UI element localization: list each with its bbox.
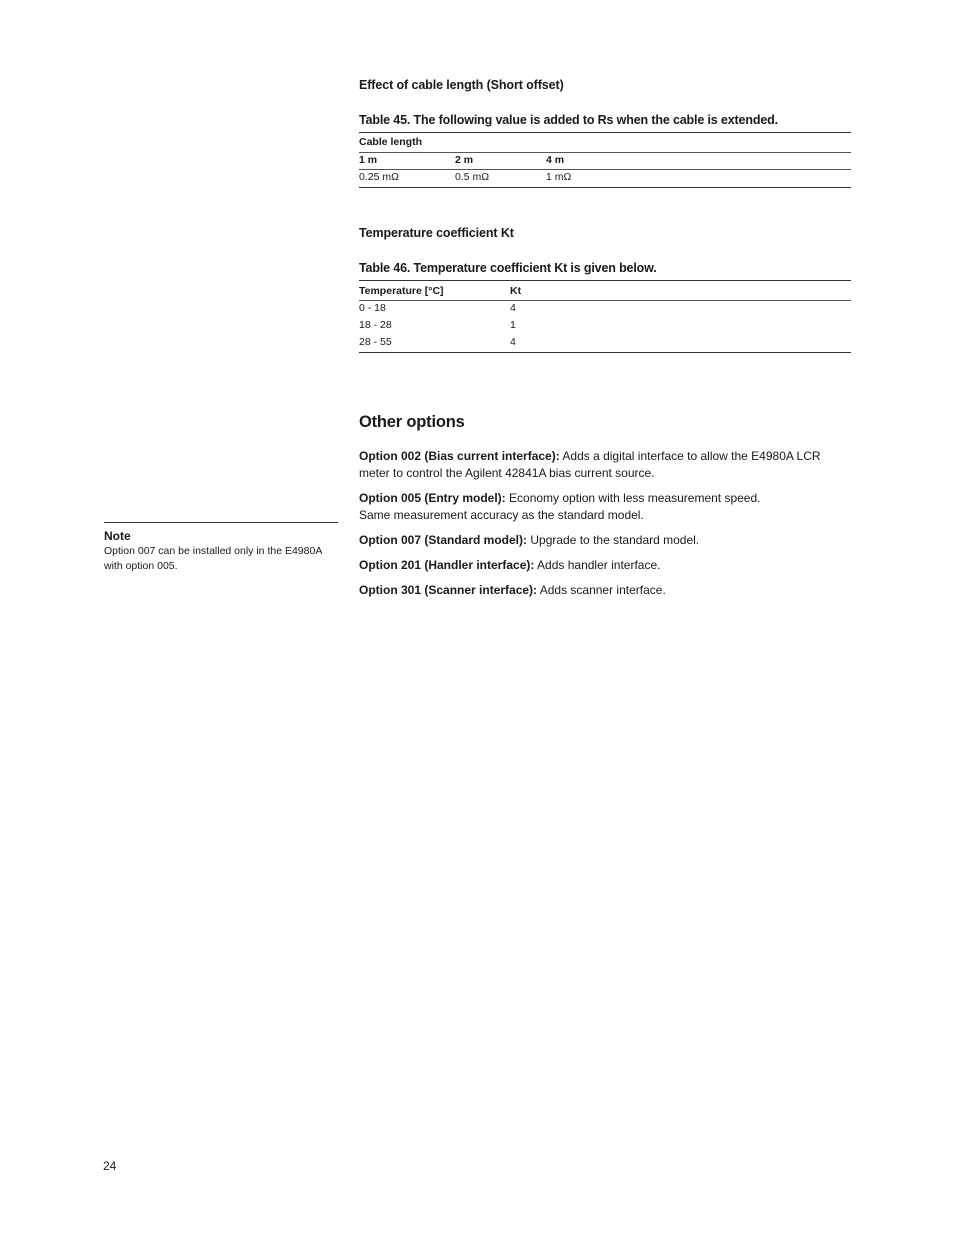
option-description-line2: Same measurement accuracy as the standard model.	[359, 508, 644, 522]
note-title: Note	[104, 529, 131, 543]
table-45-body	[359, 152, 851, 169]
note-body: Option 007 can be installed only in the E4980A with option 005.	[104, 545, 322, 572]
value-2m: 0.5 mΩ	[455, 171, 490, 183]
option-007	[359, 532, 851, 549]
temp-range: 18 - 28	[359, 319, 392, 331]
option-label: Option 007 (Standard model):	[359, 533, 528, 547]
option-label: Option 301 (Scanner interface):	[359, 583, 538, 597]
table-46-column-header-row	[359, 283, 851, 300]
table-row	[359, 169, 851, 186]
table-45-values	[359, 169, 851, 186]
col-4m: 4 m	[546, 154, 565, 166]
kt-value: 4	[510, 336, 516, 348]
value-4m: 1 mΩ	[546, 171, 572, 183]
temp-section-heading: Temperature coefficient Kt	[359, 226, 514, 240]
option-002	[359, 448, 851, 482]
table-row	[359, 317, 851, 334]
temp-range: 0 - 18	[359, 302, 386, 314]
table-46-top-rule	[359, 280, 851, 281]
option-description: Upgrade to the standard model.	[530, 533, 700, 547]
table-45-bottom-rule	[359, 187, 851, 188]
cable-section-heading: Effect of cable length (Short offset)	[359, 78, 564, 92]
col-kt: Kt	[510, 285, 522, 297]
table-45-column-header-row	[359, 152, 851, 169]
table-46-bottom-rule	[359, 352, 851, 353]
table-46-caption: Table 46. Temperature coefficient Kt is given below.	[359, 261, 657, 275]
col-2m: 2 m	[455, 154, 474, 166]
kt-value: 1	[510, 319, 516, 331]
temp-range: 28 - 55	[359, 336, 392, 348]
table-45-top-rule	[359, 132, 851, 133]
option-label: Option 005 (Entry model):	[359, 491, 506, 505]
cable-length-header: Cable length	[359, 136, 423, 148]
value-1m: 0.25 mΩ	[359, 171, 399, 183]
col-temperature: Temperature [°C]	[359, 285, 444, 297]
option-005	[359, 490, 851, 524]
option-201	[359, 557, 851, 574]
table-45-group-header-row	[359, 134, 851, 151]
col-1m: 1 m	[359, 154, 378, 166]
option-description: Adds a digital interface to allow the E4980A LCR meter to control the Agilent 42841A bias current source.	[359, 449, 821, 480]
side-note	[104, 522, 338, 574]
option-label: Option 201 (Handler interface):	[359, 558, 535, 572]
table-row	[359, 300, 851, 317]
table-46-body	[359, 300, 851, 351]
other-options-heading: Other options	[359, 413, 465, 431]
table-row	[359, 334, 851, 351]
table-45	[359, 134, 851, 151]
table-46-header	[359, 283, 851, 300]
kt-value: 4	[510, 302, 516, 314]
option-description: Adds scanner interface.	[539, 583, 666, 597]
option-301	[359, 582, 851, 599]
option-description: Economy option with less measurement speed.	[509, 491, 761, 505]
option-label: Option 002 (Bias current interface):	[359, 449, 560, 463]
page-number: 24	[103, 1159, 117, 1173]
option-description: Adds handler interface.	[537, 558, 661, 572]
table-45-caption: Table 45. The following value is added to Rs when the cable is extended.	[359, 113, 778, 127]
